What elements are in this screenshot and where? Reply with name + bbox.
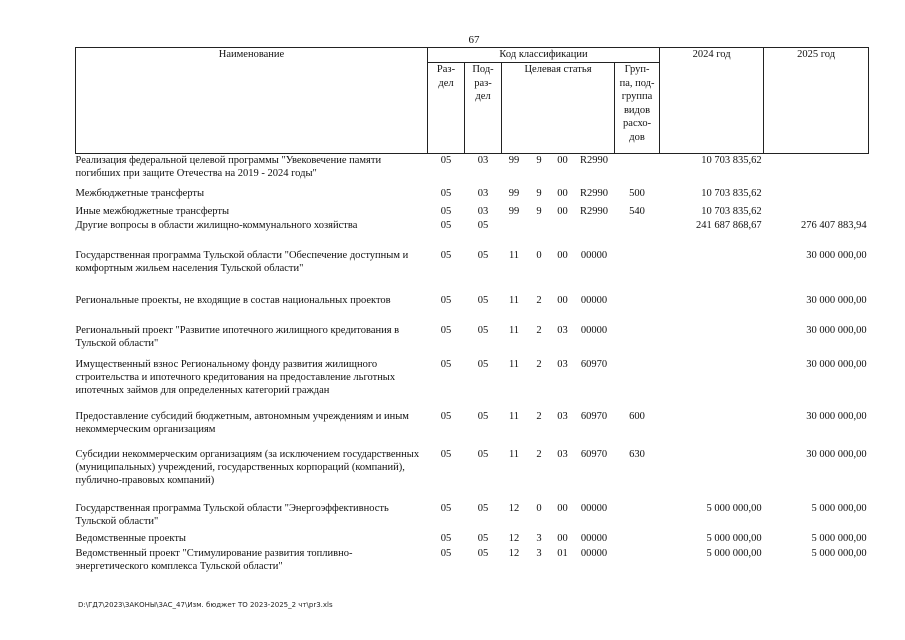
row-amount-2024: 241 687 868,67 <box>695 219 762 231</box>
budget-table <box>75 47 869 576</box>
row-group <box>615 219 660 249</box>
row-target-4: 00000 <box>580 324 608 336</box>
table-body <box>76 154 869 576</box>
file-path-footer: D:\ГД7\2023\ЗАКОНЫ\ЗАС_47\Изм. бюджет ТО 2023-2025_2 чт\pr3.xls <box>78 601 333 609</box>
row-razdel: 05 <box>440 155 452 166</box>
row-name: Государственная программа Тульской области "Обеспечение доступным и комфортным жильем населения Тульской области" <box>75 249 409 274</box>
page-number: 67 <box>468 34 480 46</box>
row-target-2: 2 <box>536 294 542 306</box>
row-name: Ведомственный проект "Стимулирование развития топливно-энергетического комплекса Тульской области" <box>75 547 353 572</box>
row-amount-2024 <box>660 448 764 502</box>
table-row <box>76 532 869 547</box>
table-row <box>76 448 869 502</box>
row-podrazdel: 05 <box>477 324 489 336</box>
row-target-1: 11 <box>508 410 520 422</box>
row-target-2: 3 <box>536 547 542 559</box>
row-target-1: 99 <box>508 205 520 217</box>
header-year-2025: 2025 год <box>764 48 869 154</box>
table-row <box>76 219 869 249</box>
row-name: Имущественный взнос Региональному фонду развития жилищного строительства и ипотечного кредитования на предоставление льготных ипотечных займов для определенных категорий граждан <box>75 358 396 396</box>
row-group <box>615 502 660 532</box>
row-target-3: 03 <box>557 410 568 422</box>
row-target-3 <box>552 219 574 249</box>
header-podrazdel: Под- раз- дел <box>465 63 502 154</box>
row-target-2: 2 <box>536 448 542 460</box>
row-target-3: 03 <box>557 448 568 460</box>
row-amount-2024 <box>660 249 764 294</box>
row-target-2 <box>527 219 552 249</box>
row-target-2: 2 <box>536 358 542 370</box>
row-target-4: 00000 <box>580 547 608 559</box>
row-amount-2025 <box>764 205 869 219</box>
row-amount-2025 <box>764 187 869 205</box>
row-podrazdel: 05 <box>477 410 489 422</box>
header-name: Наименование <box>76 48 428 154</box>
row-group <box>615 358 660 410</box>
row-target-1: 11 <box>508 324 520 336</box>
header-expense-group: Груп- па, под- группа видов расхо- дов <box>615 63 660 154</box>
row-amount-2025: 30 000 000,00 <box>806 294 867 306</box>
row-podrazdel: 05 <box>477 448 489 460</box>
row-target-4: 60970 <box>580 410 608 422</box>
row-target-4: R2990 <box>579 155 608 166</box>
table-row <box>76 205 869 219</box>
row-amount-2024: 5 000 000,00 <box>706 547 762 559</box>
row-amount-2024: 10 703 835,62 <box>701 155 762 166</box>
header-razdel: Раз- дел <box>428 63 465 154</box>
row-target-1: 12 <box>508 532 520 544</box>
row-target-1: 99 <box>508 187 520 199</box>
row-amount-2025: 5 000 000,00 <box>811 502 867 514</box>
row-group: 500 <box>629 187 645 199</box>
row-target-1: 99 <box>508 155 520 166</box>
row-target-4: R2990 <box>579 187 608 199</box>
row-target-1: 12 <box>508 502 520 514</box>
row-target-4: 00000 <box>580 294 608 306</box>
row-target-2: 9 <box>536 155 542 166</box>
row-name: Ведомственные проекты <box>75 532 186 544</box>
row-group <box>615 249 660 294</box>
row-target-3: 03 <box>557 358 568 370</box>
row-target-3: 00 <box>557 294 568 306</box>
row-podrazdel: 05 <box>477 502 489 514</box>
row-target-1 <box>502 219 527 249</box>
row-group <box>615 324 660 358</box>
row-target-1: 12 <box>508 547 520 559</box>
row-razdel: 05 <box>440 358 452 370</box>
row-target-3: 03 <box>557 324 568 336</box>
row-razdel: 05 <box>440 532 452 544</box>
table-row <box>76 358 869 410</box>
header-target-article: Целевая статья <box>502 63 615 154</box>
row-target-1: 11 <box>508 358 520 370</box>
row-razdel: 05 <box>440 294 452 306</box>
row-target-2: 0 <box>536 249 542 261</box>
row-target-3: 00 <box>557 532 568 544</box>
row-razdel: 05 <box>440 502 452 514</box>
row-name: Другие вопросы в области жилищно-коммунального хозяйства <box>75 219 358 231</box>
row-amount-2024 <box>660 410 764 448</box>
row-amount-2025: 30 000 000,00 <box>806 448 867 460</box>
row-podrazdel: 03 <box>477 187 489 199</box>
row-name: Реализация федеральной целевой программы "Увековечение памяти погибших при защите Отечества на 2019 - 2024 годы" <box>75 155 382 179</box>
row-target-4: R2990 <box>579 205 608 217</box>
row-group: 540 <box>629 205 645 217</box>
row-amount-2025: 30 000 000,00 <box>806 358 867 370</box>
row-target-4: 60970 <box>580 358 608 370</box>
row-razdel: 05 <box>440 187 452 199</box>
row-target-2: 0 <box>536 502 542 514</box>
row-amount-2024: 5 000 000,00 <box>706 532 762 544</box>
row-group <box>615 154 660 187</box>
row-target-1: 11 <box>508 448 520 460</box>
row-target-3: 00 <box>557 155 568 166</box>
row-razdel: 05 <box>440 205 452 217</box>
row-target-3: 00 <box>557 502 568 514</box>
row-name: Иные межбюджетные трансферты <box>75 205 230 217</box>
row-target-2: 2 <box>536 324 542 336</box>
row-amount-2025: 30 000 000,00 <box>806 249 867 261</box>
row-amount-2025: 5 000 000,00 <box>811 532 867 544</box>
row-podrazdel: 05 <box>477 547 489 559</box>
header-year-2024: 2024 год <box>660 48 764 154</box>
row-target-1: 11 <box>508 294 520 306</box>
row-razdel: 05 <box>440 324 452 336</box>
row-amount-2025: 30 000 000,00 <box>806 324 867 336</box>
row-target-4: 00000 <box>580 249 608 261</box>
table-row <box>76 410 869 448</box>
table-row <box>76 249 869 294</box>
row-podrazdel: 05 <box>477 358 489 370</box>
row-target-2: 3 <box>536 532 542 544</box>
row-amount-2024 <box>660 294 764 324</box>
row-target-4: 00000 <box>580 532 608 544</box>
row-target-1: 11 <box>508 249 520 261</box>
table-row <box>76 502 869 532</box>
row-amount-2025: 5 000 000,00 <box>811 547 867 559</box>
row-amount-2025: 276 407 883,94 <box>800 219 867 231</box>
row-amount-2024: 10 703 835,62 <box>701 187 762 199</box>
table-row <box>76 324 869 358</box>
row-target-4: 60970 <box>580 448 608 460</box>
row-name: Региональный проект "Развитие ипотечного жилищного кредитования в Тульской области" <box>75 324 400 349</box>
row-target-2: 2 <box>536 410 542 422</box>
row-name: Предоставление субсидий бюджетным, автономным учреждениям и иным некоммерческим организациям <box>75 410 409 435</box>
row-amount-2024: 10 703 835,62 <box>701 205 762 217</box>
row-razdel: 05 <box>440 410 452 422</box>
row-razdel: 05 <box>440 219 452 231</box>
row-name: Субсидии некоммерческим организациям (за исключением государственных (муниципальных) учреждений, государственных корпораций (компаний), публично-правовых компаний) <box>75 448 420 486</box>
row-group: 630 <box>629 448 645 460</box>
row-podrazdel: 05 <box>477 219 489 231</box>
table-row <box>76 547 869 576</box>
row-name: Региональные проекты, не входящие в состав национальных проектов <box>75 294 391 306</box>
row-amount-2024: 5 000 000,00 <box>706 502 762 514</box>
row-group <box>615 294 660 324</box>
row-podrazdel: 03 <box>477 205 489 217</box>
row-target-3: 00 <box>557 249 568 261</box>
row-razdel: 05 <box>440 448 452 460</box>
row-target-4: 00000 <box>580 502 608 514</box>
row-podrazdel: 03 <box>477 155 489 166</box>
row-amount-2025: 30 000 000,00 <box>806 410 867 422</box>
row-target-3: 01 <box>557 547 568 559</box>
table-row <box>76 187 869 205</box>
row-target-4 <box>574 219 615 249</box>
row-podrazdel: 05 <box>477 532 489 544</box>
table-row <box>76 154 869 187</box>
row-amount-2024 <box>660 324 764 358</box>
row-target-3: 00 <box>557 205 568 217</box>
row-razdel: 05 <box>440 249 452 261</box>
row-amount-2024 <box>660 358 764 410</box>
header-code-classification: Код классификации <box>428 48 660 63</box>
table-row <box>76 294 869 324</box>
row-podrazdel: 05 <box>477 294 489 306</box>
row-group <box>615 532 660 547</box>
row-razdel: 05 <box>440 547 452 559</box>
row-name: Государственная программа Тульской области "Энергоэффективность Тульской области" <box>75 502 389 527</box>
row-podrazdel: 05 <box>477 249 489 261</box>
row-target-2: 9 <box>536 205 542 217</box>
row-name: Межбюджетные трансферты <box>75 187 205 199</box>
row-group: 600 <box>629 410 645 422</box>
row-group <box>615 547 660 576</box>
row-amount-2025 <box>764 154 869 187</box>
row-target-2: 9 <box>536 187 542 199</box>
row-target-3: 00 <box>557 187 568 199</box>
